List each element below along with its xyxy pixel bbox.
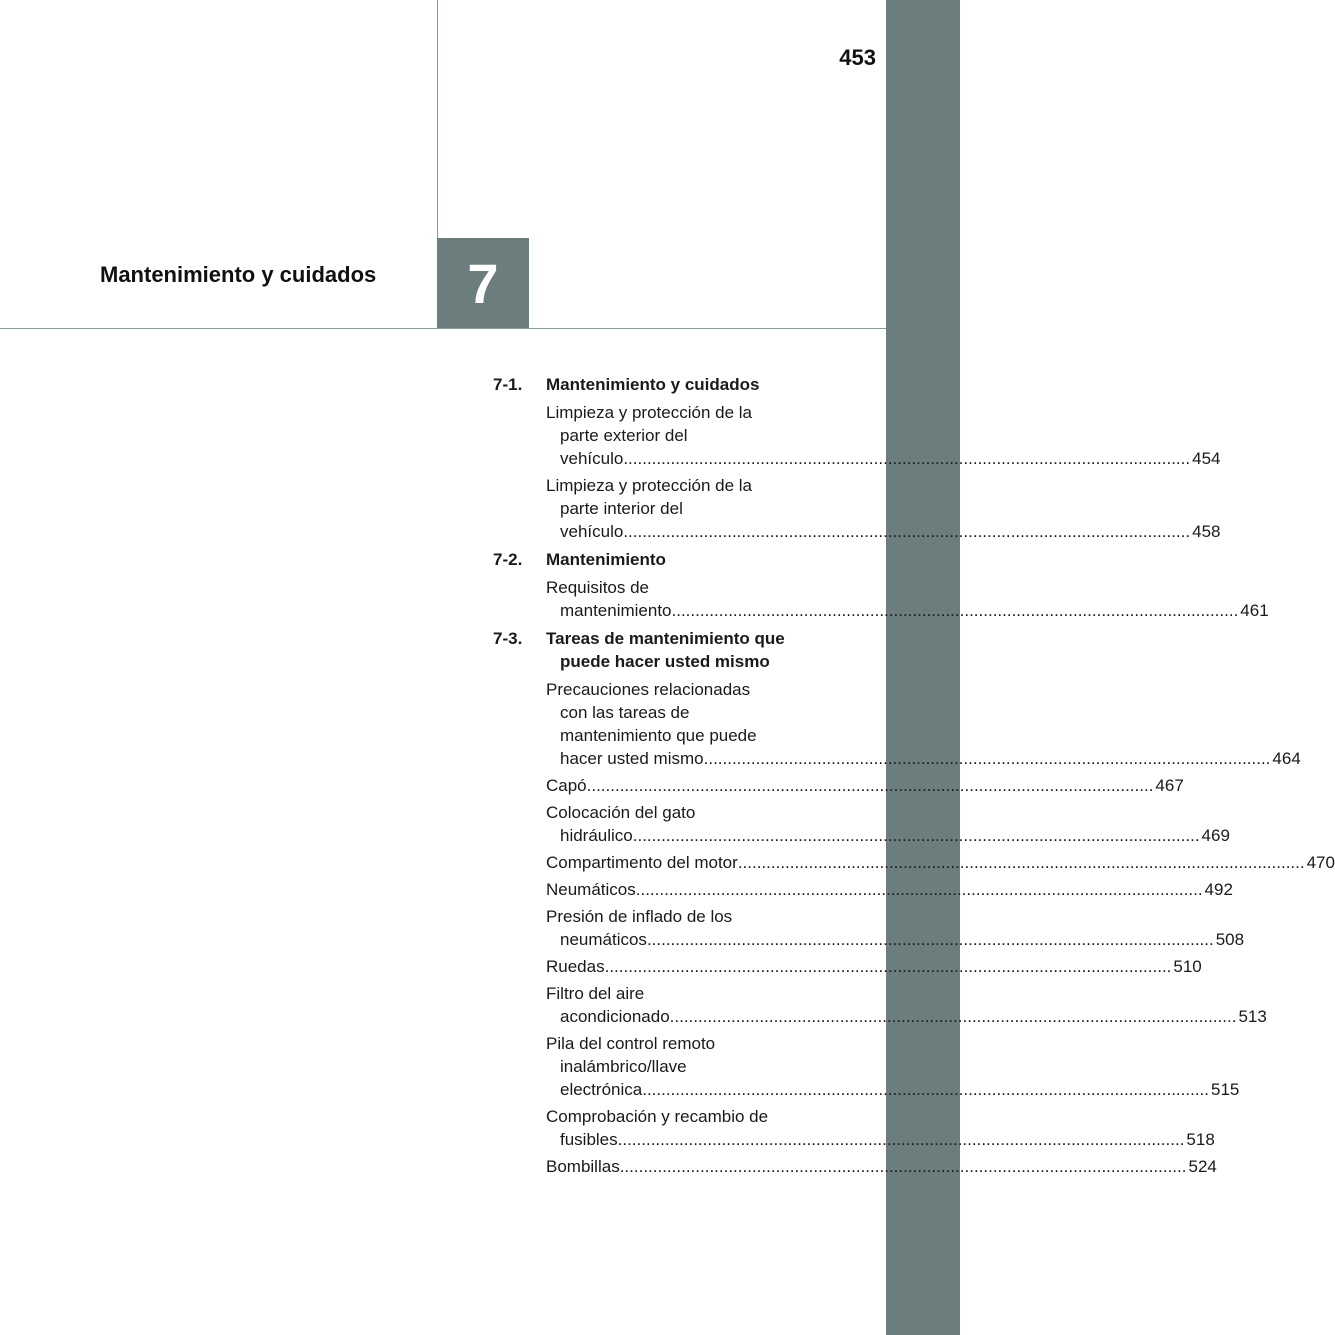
entry-text-line: hidráulico [560, 826, 633, 845]
dot-leader: ........................................................................................................................ [623, 449, 1191, 468]
entry-text-line: Bombillas [546, 1157, 620, 1176]
entry-text-line: mantenimiento que puede [560, 726, 757, 745]
entry-text-line: mantenimiento [560, 601, 672, 620]
page-ref: 515 [1211, 1080, 1240, 1099]
page-ref: 454 [1192, 449, 1221, 468]
toc-entry[interactable] [546, 1105, 1215, 1151]
dot-leader: ........................................................................................................................ [623, 522, 1191, 541]
entry-text-line: acondicionado [560, 1007, 670, 1026]
toc-entry[interactable] [546, 1155, 1217, 1178]
section-number: 7-2. [493, 550, 523, 569]
toc-section [493, 373, 1221, 543]
toc-entry[interactable] [546, 774, 1184, 797]
dot-leader: ........................................................................................................................ [642, 1080, 1209, 1099]
toc-entry[interactable] [546, 905, 1245, 951]
dot-leader: ........................................................................................................................ [646, 930, 1214, 949]
section-number: 7-1. [493, 375, 523, 394]
table-of-contents [493, 373, 1335, 1183]
toc-section [493, 627, 1335, 1178]
page-ref: 508 [1215, 930, 1245, 949]
page-ref: 470 [1306, 853, 1335, 872]
page-ref: 510 [1173, 957, 1202, 976]
dot-leader: ........................................................................................................................ [737, 853, 1305, 872]
entry-text-line: con las tareas de [560, 703, 690, 722]
entry-text-line: Compartimento del motor [546, 853, 738, 872]
chapter-number-block [437, 238, 529, 329]
section-title: Mantenimiento y cuidados [546, 375, 760, 394]
dot-leader: ........................................................................................................................ [619, 1157, 1187, 1176]
toc-section [493, 548, 1269, 622]
page-ref: 467 [1155, 776, 1184, 795]
section-title: Tareas de mantenimiento que puede hacer usted mismo [546, 629, 785, 671]
toc-entry[interactable] [546, 401, 1221, 470]
entry-text-line: vehículo [560, 449, 624, 468]
entry-text-line: inalámbrico/llave [560, 1057, 687, 1076]
toc-entry[interactable] [546, 801, 1230, 847]
entry-text-line: Colocación del gato [546, 803, 696, 822]
page-number: 453 [839, 45, 876, 70]
toc-entry[interactable] [546, 1032, 1240, 1101]
entry-text-line: Capó [546, 776, 587, 795]
entry-text-line: parte exterior del [560, 426, 688, 445]
entry-text-line: Presión de inflado de los [546, 907, 733, 926]
dot-leader: ........................................................................................................................ [632, 826, 1200, 845]
entry-text-line: Pila del control remoto [546, 1034, 716, 1053]
toc-entry[interactable] [546, 982, 1267, 1028]
toc-entry[interactable] [546, 474, 1221, 543]
entry-text-line: neumáticos [560, 930, 647, 949]
dot-leader: ........................................................................................................................ [703, 749, 1271, 768]
dot-leader: ........................................................................................................................ [635, 880, 1203, 899]
entry-text-line: fusibles [560, 1130, 618, 1149]
entry-text-line: Limpieza y protección de la [546, 403, 753, 422]
entry-text-line: Precauciones relacionadas [546, 680, 751, 699]
entry-text-line: vehículo [560, 522, 624, 541]
section-title: Mantenimiento [546, 550, 666, 569]
page-ref: 461 [1240, 601, 1269, 620]
vertical-divider [437, 0, 438, 238]
page-ref: 518 [1186, 1130, 1215, 1149]
entry-text-line: Neumáticos [546, 880, 636, 899]
toc-entry[interactable] [546, 851, 1335, 874]
page-ref: 458 [1192, 522, 1221, 541]
page-ref: 464 [1272, 749, 1301, 768]
entry-text-line: Filtro del aire [546, 984, 645, 1003]
entry-text-line: Limpieza y protección de la [546, 476, 753, 495]
dot-leader: ........................................................................................................................ [604, 957, 1172, 976]
toc-entry[interactable] [546, 878, 1233, 901]
dot-leader: ........................................................................................................................ [617, 1130, 1185, 1149]
entry-text-line: parte interior del [560, 499, 683, 518]
toc-entry[interactable] [546, 678, 1301, 770]
chapter-number: 7 [467, 252, 499, 315]
dot-leader: ........................................................................................................................ [671, 601, 1239, 620]
chapter-title: Mantenimiento y cuidados [100, 262, 377, 287]
entry-text-line: electrónica [560, 1080, 643, 1099]
page-ref: 469 [1201, 826, 1230, 845]
page-ref: 513 [1238, 1007, 1267, 1026]
dot-leader: ........................................................................................................................ [586, 776, 1154, 795]
section-number: 7-3. [493, 629, 523, 648]
toc-entry[interactable] [546, 576, 1269, 622]
entry-text-line: hacer usted mismo [560, 749, 704, 768]
dot-leader: ........................................................................................................................ [669, 1007, 1237, 1026]
entry-text-line: Ruedas [546, 957, 605, 976]
page-ref: 492 [1204, 880, 1233, 899]
entry-text-line: Requisitos de [546, 578, 650, 597]
horizontal-divider [0, 328, 886, 329]
entry-text-line: Comprobación y recambio de [546, 1107, 769, 1126]
toc-entry[interactable] [546, 955, 1202, 978]
page-ref: 524 [1188, 1157, 1217, 1176]
